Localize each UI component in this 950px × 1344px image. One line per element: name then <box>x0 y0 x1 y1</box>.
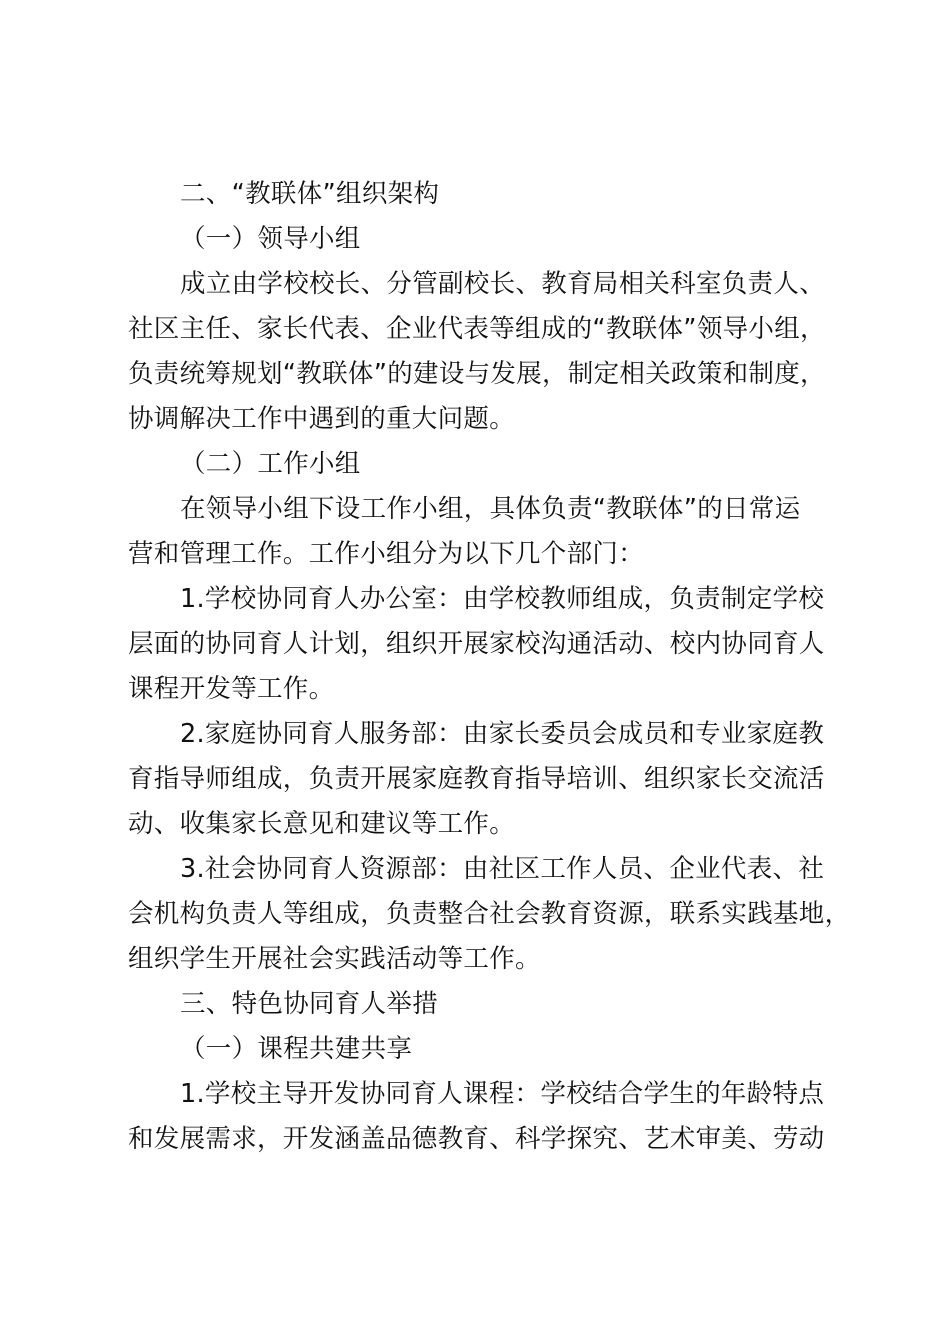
list-item-line: 层面的协同育人计划，组织开展家校沟通活动、校内协同育人 <box>128 629 825 659</box>
paragraph-line: 负责统筹规划“教联体”的建设与发展，制定相关政策和制度， <box>128 359 826 389</box>
subheading-curriculum: （一）课程共建共享 <box>180 1034 413 1064</box>
paragraph-line: 成立由学校校长、分管副校长、教育局相关科室负责人、 <box>180 269 826 299</box>
document-body <box>128 172 851 1162</box>
paragraph-line: 营和管理工作。工作小组分为以下几个部门： <box>128 539 645 569</box>
paragraph-line: 在领导小组下设工作小组，具体负责“教联体”的日常运 <box>180 494 801 524</box>
list-item-line: 课程开发等工作。 <box>128 674 335 704</box>
section-heading-org-structure: 二、“教联体”组织架构 <box>180 179 440 209</box>
list-item-line: 动、收集家长意见和建议等工作。 <box>128 809 516 839</box>
paragraph-line: 协调解决工作中遇到的重大问题。 <box>128 404 516 434</box>
list-item-line: 3.社会协同育人资源部：由社区工作人员、企业代表、社 <box>180 854 825 884</box>
list-item-line: 和发展需求，开发涵盖品德教育、科学探究、艺术审美、劳动 <box>128 1124 825 1154</box>
list-item-line: 2.家庭协同育人服务部：由家长委员会成员和专业家庭教 <box>180 719 825 749</box>
list-item-line: 1.学校主导开发协同育人课程：学校结合学生的年龄特点 <box>180 1079 825 1109</box>
list-item-line: 组织学生开展社会实践活动等工作。 <box>128 944 541 974</box>
list-item-line: 育指导师组成，负责开展家庭教育指导培训、组织家长交流活 <box>128 764 825 794</box>
list-item-line: 会机构负责人等组成，负责整合社会教育资源，联系实践基地， <box>128 899 851 929</box>
list-item-line: 1.学校协同育人办公室：由学校教师组成，负责制定学校 <box>180 584 825 614</box>
paragraph-line: 社区主任、家长代表、企业代表等组成的“教联体”领导小组， <box>128 314 826 344</box>
section-heading-measures: 三、特色协同育人举措 <box>180 989 439 1019</box>
subheading-leadership-group: （一）领导小组 <box>180 224 361 254</box>
subheading-working-group: （二）工作小组 <box>180 449 361 479</box>
